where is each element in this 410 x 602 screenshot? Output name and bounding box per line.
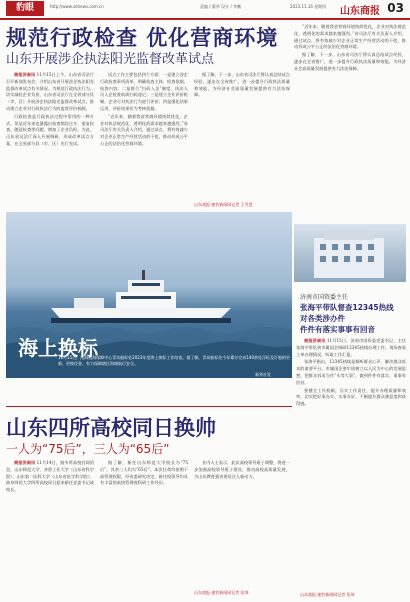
building-illustration xyxy=(294,224,406,282)
story1-paragraph: 11月15日上午，山东省司法厅召开新闻发布会，介绍山东省开展涉企执法阳光监督改革试点有关情况。为规范行政执法行为，切实减轻企业负担，山东省司法厅在全省部分县（市、区）开展涉企执法阳光监督改革试点，推动建立企业对行政执法行为的监督评价机制。 xyxy=(6,72,94,111)
section-divider xyxy=(6,406,292,407)
sidebar-title-line3: 件件有落实事事有回音 xyxy=(300,325,375,334)
paper-logo: 豹眼 xyxy=(6,1,44,16)
story2-lead: 商报济南讯 xyxy=(14,460,36,465)
story2-paragraph: 业内人士表示，此次高校领导班子调整，将进一步加强高校领导班子建设，推动高校高质量发展，为山东教育强省建设注入新动力。 xyxy=(194,460,290,479)
story1-byline: 山东商报·速豹新闻网记者 王雪莲 xyxy=(194,202,253,207)
sidebar-paragraph: 11月15日，济南市国资委党委书记、主任张海平带队到市属国企调研12345热线办理工作，现场查看工单办理情况，听取工作汇报。 xyxy=(296,338,406,357)
header-url[interactable]: http://www.sdnews.com.cn xyxy=(50,4,104,9)
header-date: 2023.11.16 星期四 xyxy=(290,4,327,9)
sidebar-paragraph: 要健全工作机制，压实工作责任，提升办理质量和效率，切实把好事办实、实事办好，不断提升群众满意度和获得感。 xyxy=(296,387,406,407)
sidebar-body xyxy=(296,338,406,590)
story2-paragraph: 据了解，新任山东师范大学校长为“75后”，其余三人均为“65后”。本次任命均按照干部管理权限，经省委研究决定。新任校领导均具有丰富的高校管理或科研工作经历。 xyxy=(100,460,188,486)
sidebar-title-line1: 张海平带队督查12345热线 xyxy=(300,303,394,312)
story2-column-3 xyxy=(194,460,290,588)
story2-byline: 山东商报·速豹新闻网记者 张坤 xyxy=(194,590,249,595)
story1-title: 规范行政检查 优化营商环境 xyxy=(6,26,279,50)
story1-paragraph: 据了解，下一步，山东省司法厅将认真总结试点经验，逐步在全省推广，进一步提升行政执法质量和效能，为经济社会高质量发展提供有力法治保障。 xyxy=(194,72,290,98)
ship-illustration xyxy=(46,268,236,328)
story1-column-1 xyxy=(6,72,94,208)
story2-column-1 xyxy=(6,460,94,598)
photo-credit: 新华社发 xyxy=(255,372,271,377)
story2-subtitle: 一人为“75后”，三人为“65后” xyxy=(6,442,170,456)
story1-paragraph: 试点工作主要包括四个方面：一是建立涉企行政检查事项清单，明确检查主体、检查依据、检查内容；二是推行“扫码入企”制度，执法人员入企检查前需扫码登记；三是建立企业评价机制，企业可对执法行为进行评价；四是强化结果运用，评价结果作为考核依据。 xyxy=(100,72,188,111)
photo-caption: 11月15日，山海航海保障中心青岛船标处2023年度海上换标工作结束。据了解，青岛船标处今年累计完成140余处浮标及灯船的更新、更换任务，有力保障辖区海域航行安全。 xyxy=(58,355,290,366)
story1-column-3 xyxy=(194,72,290,200)
story1-paragraph: “近年来，随着我省营商环境持续优化，企业对执法规范化、透明化的需求越来越强烈。”省司法厅有关负责人介绍，通过试点，将有效减少对企业正常生产经营活动的干扰，推动形成公平公正的法治化营商环境。 xyxy=(100,113,188,146)
story2-column-2 xyxy=(100,460,188,598)
page-number: 03 xyxy=(387,1,404,15)
story1-paragraph: 行政检查是行政执法过程中常用的一种方式，但是近年来也暴露出检查频次过多、重复检查、随意检查等问题，增加了企业负担。为此，山东省司法厅深入开展调研，形成改革试点方案，在全省部分县（市、区）先行先试。 xyxy=(6,113,94,146)
story1-paragraph: “近年来，随着我省营商环境持续优化，企业对执法规范化、透明化的需求越来越强烈。”省司法厅有关负责人介绍，通过试点，将有效减少对企业正常生产经营活动的干扰，推动形成公平公正的法治化营商环境。 xyxy=(294,24,406,50)
sidebar-lead: 商报济南讯 xyxy=(304,338,326,343)
story2-title: 山东四所高校同日换帅 xyxy=(6,416,216,440)
story1-column-2 xyxy=(100,72,188,208)
sidebar-photo xyxy=(294,224,406,282)
header-editor-info: 责编 / 董华 设计 / 李鹏 xyxy=(200,4,242,9)
sidebar-paragraph: 张海平指出，12345热线是倾听群众心声、解决群众诉求的重要平台。市属国企要牢固树立以人民为中心的发展思想，把群众诉求当作“头等大事”，做到件件有落实、事事有回音。 xyxy=(296,359,406,385)
story1-column-4 xyxy=(294,24,406,224)
photo-heading: 海上换标 xyxy=(18,336,98,360)
story1-paragraph: 据了解，下一步，山东省司法厅将认真总结试点经验，逐步在全省推广，进一步提升行政执法质量和效能，为经济社会高质量发展提供有力法治保障。 xyxy=(294,52,406,71)
sidebar-title-line2: 对各类涉办件 xyxy=(300,314,345,323)
story2-paragraph: 11月14日，据多所高校官网消息，山东师范大学、齐鲁工业大学（山东省科学院）、山东第一医科大学（山东省医学科学院）、曲阜师范大学四所高校同日迎来新任党委书记或校长。 xyxy=(6,460,94,493)
story1-lead: 商报济南讯 xyxy=(14,72,36,77)
sidebar-byline: 山东商报·速豹新闻网记者 张坤 xyxy=(300,592,355,597)
section-name: 山东商报 xyxy=(340,6,380,17)
story1-subtitle: 山东开展涉企执法阳光监督改革试点 xyxy=(6,52,215,67)
sidebar-pretitle: 济南市国资委主任 xyxy=(300,294,349,301)
